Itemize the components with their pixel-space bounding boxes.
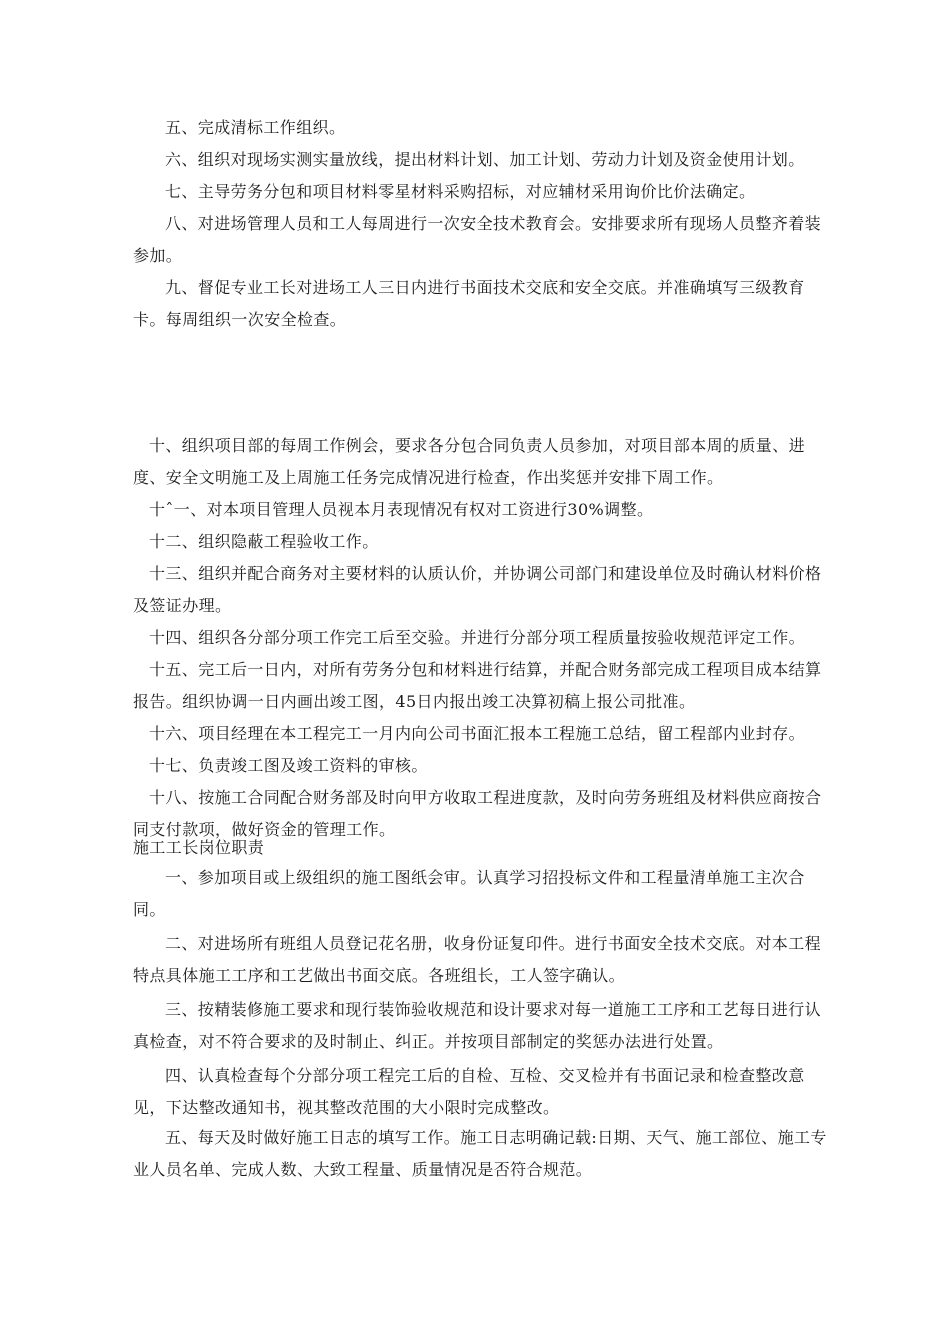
paragraph-item-9: 九、督促专业工长对进场工人三日内进行书面技术交底和安全交底。并准确填写三级教育卡。每周组织一次安全检查。 xyxy=(133,278,805,329)
duty-item-3: 三、按精装修施工要求和现行装饰验收规范和设计要求对每一道施工工序和工艺每日进行认真检查，对不符合要求的及时制止、纠正。并按项目部制定的奖惩办法进行处置。 xyxy=(133,1000,822,1051)
paragraph-item-11: 十ˆ一、对本项目管理人员视本月表现情况有权对工资进行30%调整。 xyxy=(149,500,654,519)
paragraph-item-14: 十四、组织各分部分项工作完工后至交验。并进行分部分项工程质量按验收规范评定工作。 xyxy=(149,628,806,647)
paragraph-item-10: 十、组织项目部的每周工作例会，要求各分包合同负责人员参加，对项目部本周的质量、进度、安全文明施工及上周施工任务完成情况进行检查，作出奖惩并安排下周工作。 xyxy=(133,436,806,487)
paragraph-item-13: 十三、组织并配合商务对主要材料的认质认价，并协调公司部门和建设单位及时确认材料价格及签证办理。 xyxy=(133,564,822,615)
duty-item-5: 五、每天及时做好施工日志的填写工作。施工日志明确记载:日期、天气、施工部位、施工专业人员名单、完成人数、大致工程量、质量情况是否符合规范。 xyxy=(133,1128,827,1179)
paragraph-item-5: 五、完成清标工作组织。 xyxy=(165,118,346,137)
paragraph-item-16: 十六、项目经理在本工程完工一月内向公司书面汇报本工程施工总结，留工程部内业封存。 xyxy=(149,724,806,743)
duty-item-2: 二、对进场所有班组人员登记花名册，收身份证复印件。进行书面安全技术交底。对本工程特点具体施工工序和工艺做出书面交底。各班组长，工人签字确认。 xyxy=(133,934,822,985)
section-heading: 施工工长岗位职责 xyxy=(133,838,265,857)
paragraph-item-7: 七、主导劳务分包和项目材料零星材料采购招标，对应辅材采用询价比价法确定。 xyxy=(165,182,756,201)
paragraph-item-18: 十八、按施工合同配合财务部及时向甲方收取工程进度款，及时向劳务班组及材料供应商按合同支付款项，做好资金的管理工作。 xyxy=(133,788,822,839)
paragraph-item-8: 八、对进场管理人员和工人每周进行一次安全技术教育会。安排要求所有现场人员整齐着装参加。 xyxy=(133,214,822,265)
paragraph-item-17: 十七、负责竣工图及竣工资料的审核。 xyxy=(149,756,428,775)
duty-item-4: 四、认真检查每个分部分项工程完工后的自检、互检、交叉检并有书面记录和检查整改意见，下达整改通知书，视其整改范围的大小限时完成整改。 xyxy=(133,1066,805,1117)
paragraph-item-15: 十五、完工后一日内，对所有劳务分包和材料进行结算，并配合财务部完成工程项目成本结算报告。组织协调一日内画出竣工图，45日内报出竣工决算初稿上报公司批准。 xyxy=(133,660,822,711)
duty-item-1: 一、参加项目或上级组织的施工图纸会审。认真学习招投标文件和工程量清单施工主次合同。 xyxy=(133,868,805,919)
paragraph-item-6: 六、组织对现场实测实量放线，提出材料计划、加工计划、劳动力计划及资金使用计划。 xyxy=(165,150,805,169)
paragraph-item-12: 十二、组织隐蔽工程验收工作。 xyxy=(149,532,379,551)
